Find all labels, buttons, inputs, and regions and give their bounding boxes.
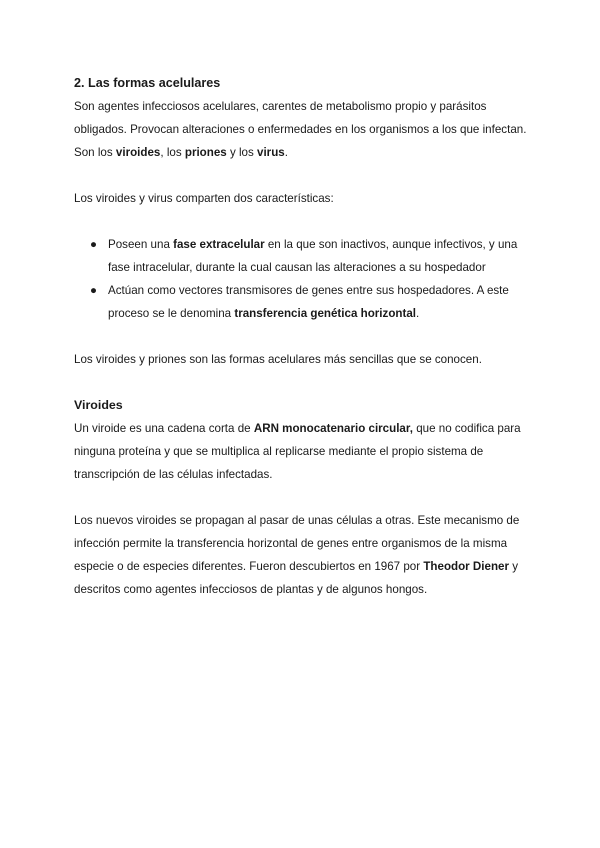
- bullet-text: Poseen una: [108, 238, 174, 251]
- term-arn: ARN monocatenario circular,: [253, 422, 413, 435]
- intro-text-3: y los: [226, 146, 258, 159]
- shared-characteristics-intro: Los viroides y virus comparten dos características:: [74, 192, 334, 205]
- intro-text-1: Son agentes infecciosos acelulares, carentes de metabolismo propio y parásitos obligados. Provocan alteraciones o enfermedades en los organismos a los que infectan. Son los: [74, 100, 527, 159]
- bullet-text: .: [416, 307, 420, 320]
- term-transferencia-genetica: transferencia genética horizontal: [234, 307, 417, 320]
- term-theodor-diener: Theodor Diener: [423, 560, 510, 573]
- characteristics-list: [74, 233, 534, 325]
- conclusion-paragraph: Los viroides y priones son las formas acelulares más sencillas que se conocen.: [74, 353, 482, 366]
- bullet-icon: ●: [90, 284, 98, 297]
- spacer: [74, 325, 534, 348]
- bullet-text: en la que son inactivos, aunque infectivos, y una fase intracelular, durante la cual causan las alteraciones a su hospedador: [108, 238, 518, 274]
- spacer: [74, 486, 534, 509]
- intro-text-4: .: [284, 146, 288, 159]
- list-item: [74, 233, 534, 279]
- term-virus: virus: [257, 146, 285, 159]
- bullet-text: Actúan como vectores transmisores de genes entre sus hospedadores. A este proceso se le denomina: [108, 284, 509, 320]
- intro-paragraph: [74, 95, 534, 164]
- section-title: 2. Las formas acelulares: [74, 76, 221, 90]
- spacer: [74, 164, 534, 187]
- viroide-propagation-paragraph: [74, 509, 534, 601]
- intro-text-2: , los: [160, 146, 185, 159]
- list-item: [74, 279, 534, 325]
- term-fase-extracelular: fase extracelular: [173, 238, 265, 251]
- paragraph-text: que no codifica para ninguna proteína y que se multiplica al replicarse mediante el propio sistema de transcripción de las células infectadas.: [74, 422, 521, 481]
- bullet-icon: ●: [90, 238, 98, 251]
- paragraph-text: y descritos como agentes infecciosos de plantas y de algunos hongos.: [74, 560, 519, 596]
- paragraph-text: Los nuevos viroides se propagan al pasar de unas células a otras. Este mecanismo de infección permite la transferencia horizontal de genes entre organismos de la misma especie o de especies diferentes. Fueron descubiertos en 1967 por: [74, 514, 520, 573]
- paragraph-text: Un viroide es una cadena corta de: [74, 422, 254, 435]
- subsection-title: Viroides: [74, 398, 123, 412]
- document-body: [74, 72, 534, 601]
- spacer: [74, 210, 534, 233]
- spacer: [74, 371, 534, 394]
- term-priones: priones: [184, 146, 227, 159]
- term-viroides: viroides: [115, 146, 161, 159]
- viroide-definition-paragraph: [74, 417, 534, 486]
